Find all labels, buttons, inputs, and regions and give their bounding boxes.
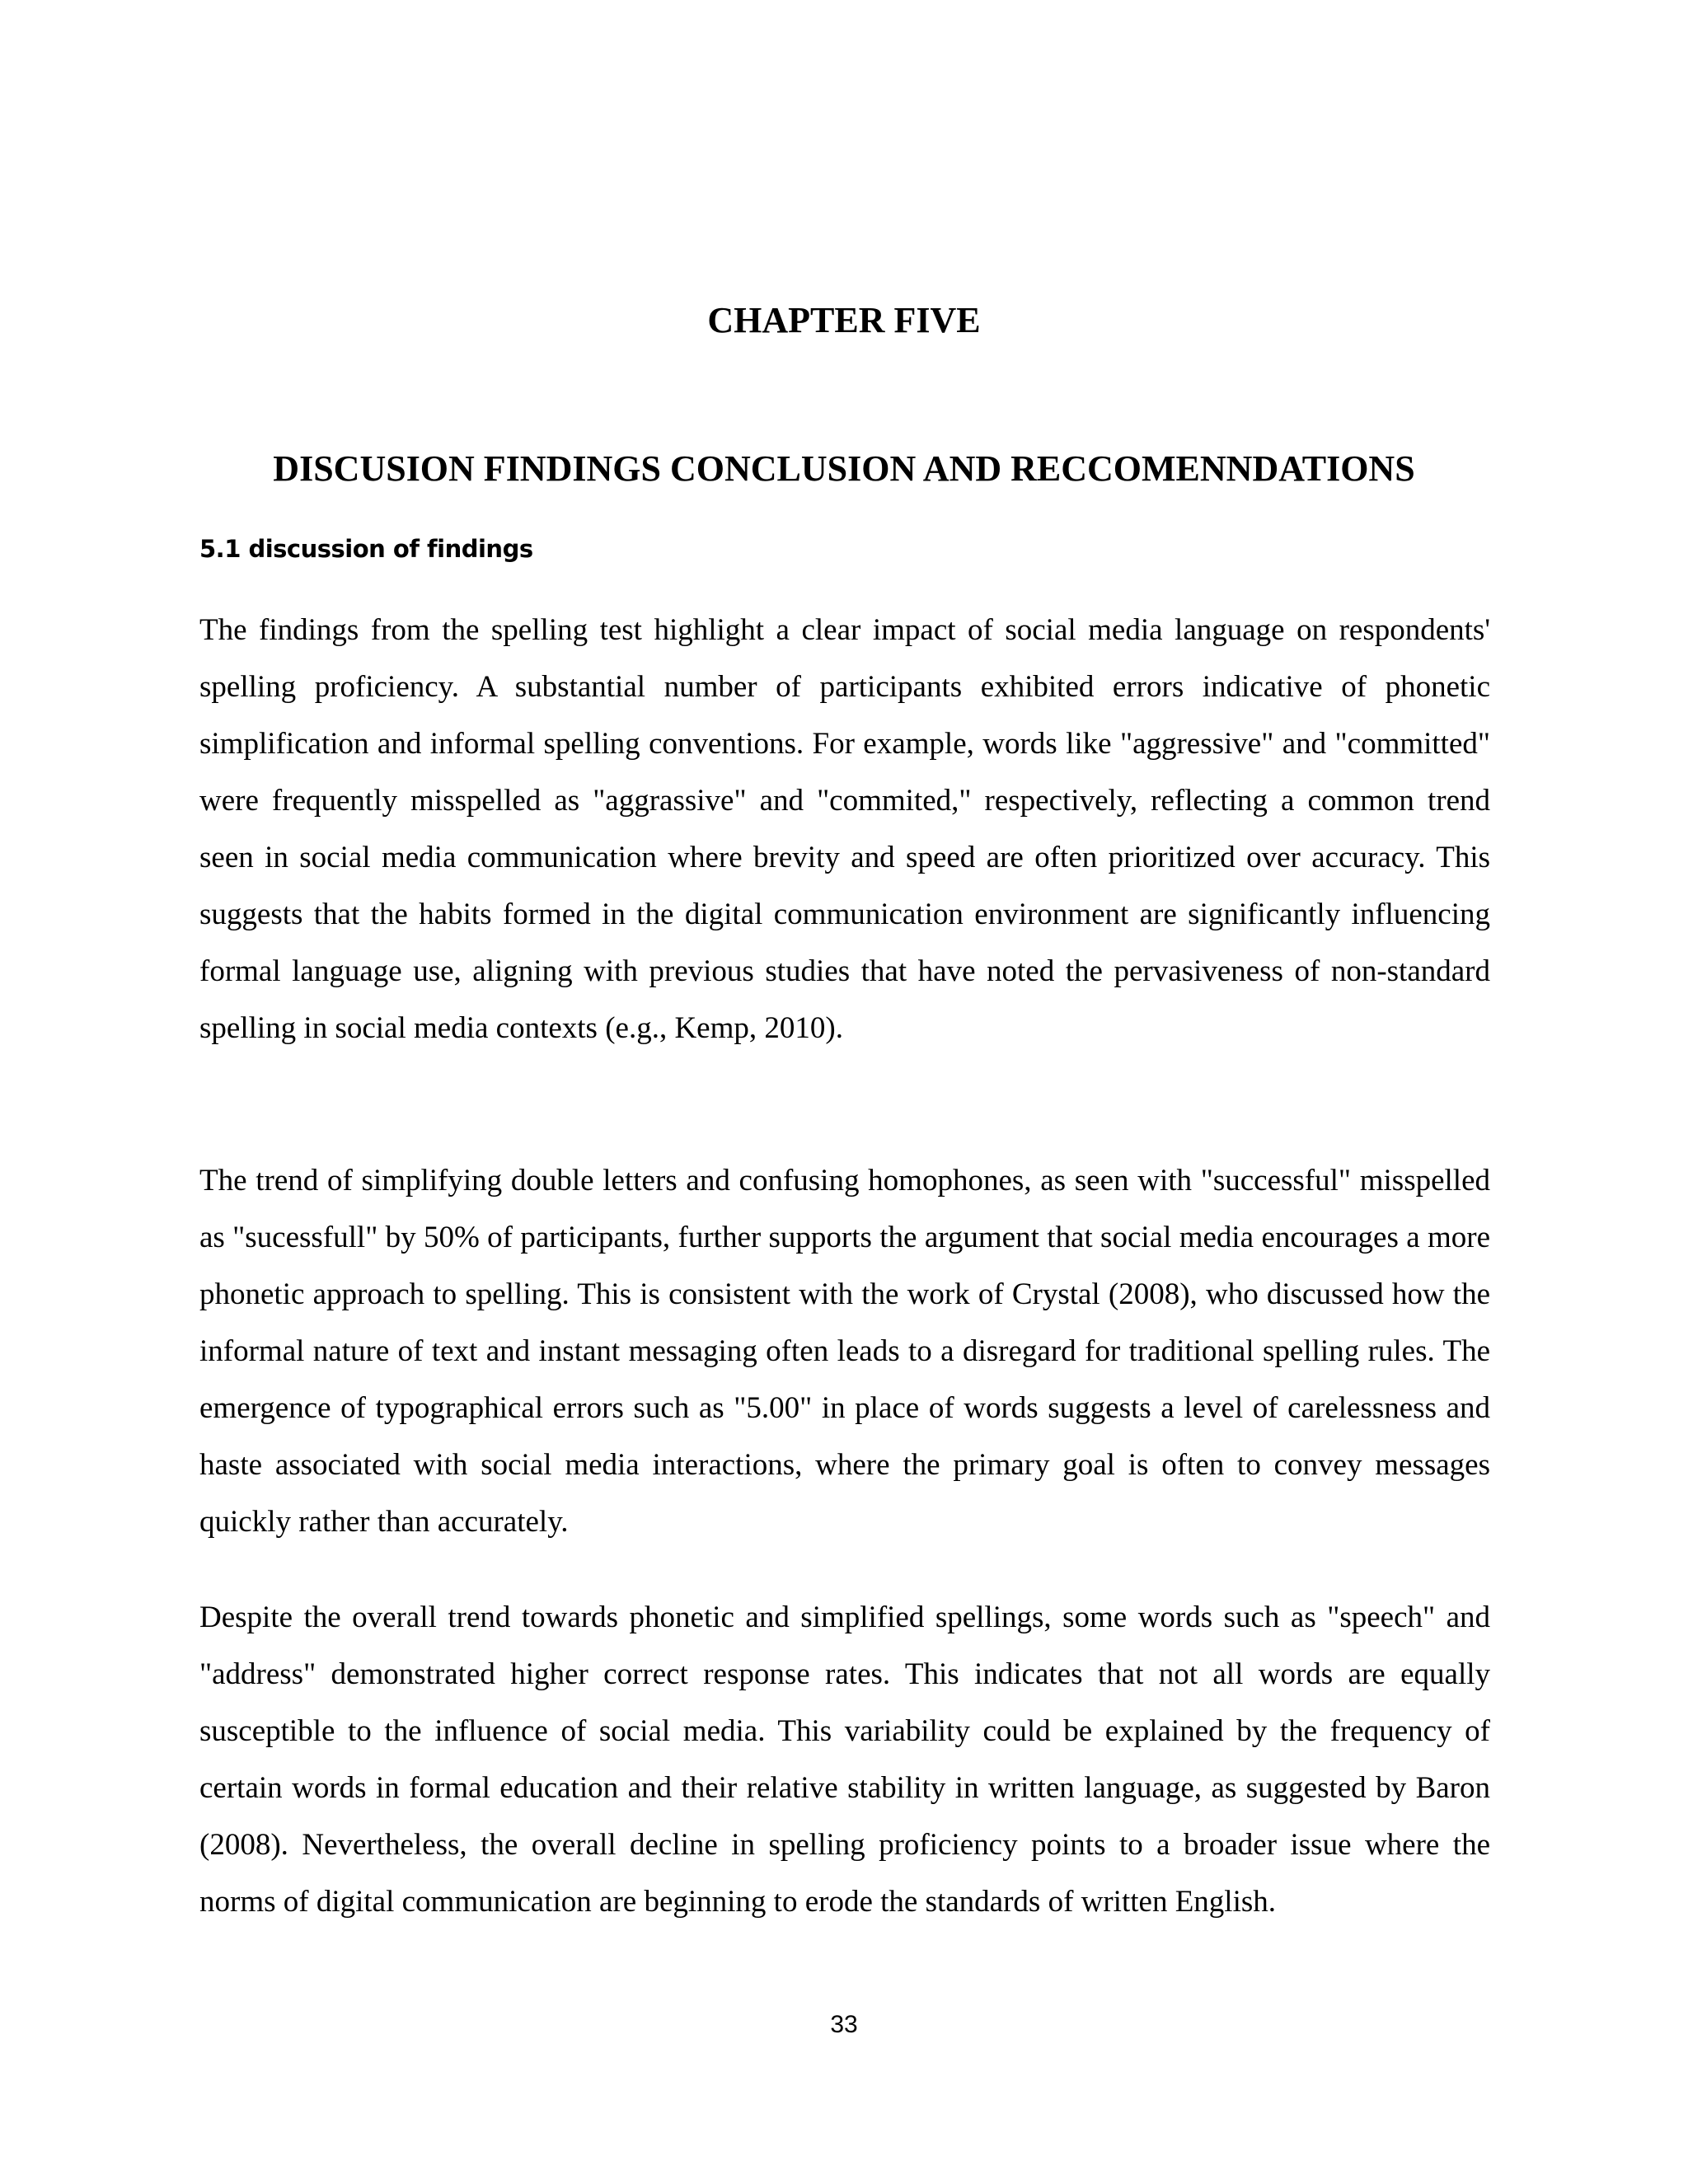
- page-number: 33: [830, 2011, 858, 2038]
- paragraph-1: The findings from the spelling test highlight a clear impact of social media language on respondents' spelling proficiency. A substantial number of participants exhibited errors indicative of phonetic simplification and informal spelling conventions. For example, words like "aggressive" and "committed" were frequently misspelled as "aggrassive" and "commited," respectively, reflecting a common trend seen in social media communication where brevity and speed are often prioritized over accuracy. This suggests that the habits formed in the digital communication environment are significantly influencing formal language use, aligning with previous studies that have noted the pervasiveness of non-standard spelling in social media contexts (e.g., Kemp, 2010).: [199, 613, 1490, 1045]
- paragraph-2: The trend of simplifying double letters and confusing homophones, as seen with "successful" misspelled as "sucessfull" by 50% of participants, further supports the argument that social media encourages a more phonetic approach to spelling. This is consistent with the work of Crystal (2008), who discussed how the informal nature of text and instant messaging often leads to a disregard for traditional spelling rules. The emergence of typographical errors such as "5.00" in place of words suggests a level of carelessness and haste associated with social media interactions, where the primary goal is often to convey messages quickly rather than accurately.: [199, 1164, 1490, 1539]
- paragraph-3: Despite the overall trend towards phonetic and simplified spellings, some words such as "speech" and "address" demonstrated higher correct response rates. This indicates that not all words are equally susceptible to the influence of social media. This variability could be explained by the frequency of certain words in formal education and their relative stability in written language, as suggested by Baron (2008). Nevertheless, the overall decline in spelling proficiency points to a broader issue where the norms of digital communication are beginning to erode the standards of written English.: [199, 1601, 1490, 1919]
- main-title: DISCUSION FINDINGS CONCLUSION AND RECCOMENNDATIONS: [273, 448, 1415, 489]
- chapter-title: CHAPTER FIVE: [707, 300, 981, 340]
- section-heading: 5.1 discussion of findings: [199, 535, 533, 563]
